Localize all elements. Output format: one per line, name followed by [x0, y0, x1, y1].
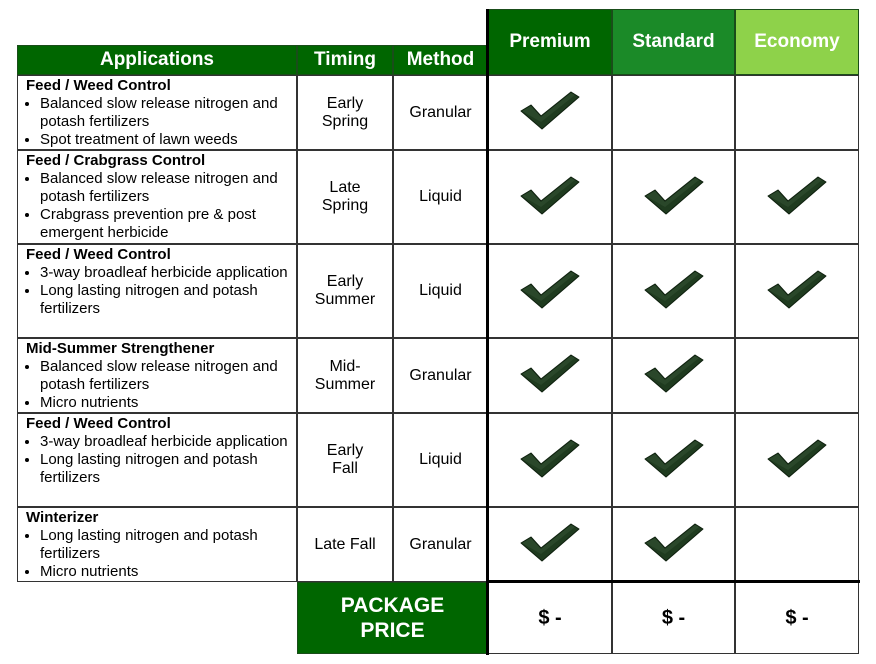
- application-item: • Balanced slow release nitrogen and potash fertilizers: [40, 95, 296, 131]
- application-title: Feed / Weed Control: [26, 246, 171, 263]
- plan-cell-economy: [735, 507, 859, 582]
- plan-header-standard: [612, 9, 735, 75]
- application-item: • Spot treatment of lawn weeds: [40, 131, 296, 149]
- timing-value: Mid-Summer: [314, 357, 376, 393]
- application-item: • Balanced slow release nitrogen and potash fertilizers: [40, 358, 296, 394]
- method-cell: [393, 75, 488, 150]
- application-cell: [17, 244, 297, 338]
- plan-cell-standard: [612, 150, 735, 244]
- plan-cell-premium: [488, 244, 612, 338]
- application-cell: [17, 150, 297, 244]
- timing-header: [297, 45, 393, 75]
- plan-cell-economy: [735, 150, 859, 244]
- timing-cell: [297, 244, 393, 338]
- application-item: • Micro nutrients: [40, 563, 296, 581]
- method-value: Granular: [409, 366, 472, 384]
- checkmark-icon: [519, 352, 581, 399]
- application-item: • Balanced slow release nitrogen and potash fertilizers: [40, 170, 296, 206]
- price-divider-horizontal: [486, 580, 860, 583]
- application-title: Feed / Weed Control: [26, 77, 171, 94]
- package-price-text: PACKAGE PRICE: [340, 594, 445, 642]
- checkmark-icon: [643, 437, 705, 484]
- timing-cell: [297, 413, 393, 507]
- application-title: Feed / Crabgrass Control: [26, 152, 206, 169]
- application-cell: [17, 413, 297, 507]
- timing-value: Early Spring: [321, 94, 369, 130]
- plan-cell-premium: [488, 413, 612, 507]
- plan-cell-premium: [488, 338, 612, 413]
- application-items: [18, 527, 296, 581]
- checkmark-icon: [643, 352, 705, 399]
- checkmark-icon: [519, 268, 581, 315]
- plan-cell-premium: [488, 507, 612, 582]
- method-header-label: Method: [406, 49, 475, 70]
- plan-label-premium: Premium: [509, 31, 591, 52]
- method-value: Granular: [409, 535, 472, 553]
- plan-cell-economy: [735, 338, 859, 413]
- application-cell: [17, 507, 297, 582]
- application-cell: [17, 338, 297, 413]
- price-premium: [488, 582, 612, 654]
- timing-cell: [297, 507, 393, 582]
- application-item: • 3-way broadleaf herbicide application: [40, 433, 296, 451]
- application-items: [18, 358, 296, 412]
- application-items: [18, 95, 296, 149]
- price-value-standard: $ -: [661, 606, 686, 629]
- plan-label-economy: Economy: [754, 31, 840, 52]
- plan-cell-economy: [735, 244, 859, 338]
- plan-cell-standard: [612, 338, 735, 413]
- plan-cell-standard: [612, 507, 735, 582]
- method-cell: [393, 244, 488, 338]
- price-standard: [612, 582, 735, 654]
- price-value-economy: $ -: [785, 606, 809, 629]
- checkmark-icon: [766, 174, 828, 221]
- plan-cell-premium: [488, 150, 612, 244]
- application-title: Mid-Summer Strengthener: [26, 340, 215, 357]
- application-item: • 3-way broadleaf herbicide application: [40, 264, 296, 282]
- checkmark-icon: [519, 437, 581, 484]
- plan-cell-standard: [612, 413, 735, 507]
- application-title: Feed / Weed Control: [26, 415, 171, 432]
- application-item: • Crabgrass prevention pre & post emergent herbicide: [40, 206, 296, 242]
- timing-cell: [297, 75, 393, 150]
- application-items: [18, 170, 296, 242]
- checkmark-icon: [643, 521, 705, 568]
- method-cell: [393, 338, 488, 413]
- application-title: Winterizer: [26, 509, 99, 526]
- application-items: [18, 264, 296, 318]
- checkmark-icon: [519, 174, 581, 221]
- plan-header-premium: [488, 9, 612, 75]
- method-cell: [393, 150, 488, 244]
- price-value-premium: $ -: [538, 606, 562, 629]
- application-cell: [17, 75, 297, 150]
- plan-cell-economy: [735, 75, 859, 150]
- application-item: • Long lasting nitrogen and potash fertilizers: [40, 527, 296, 563]
- timing-cell: [297, 338, 393, 413]
- application-item: • Long lasting nitrogen and potash fertilizers: [40, 451, 296, 487]
- timing-value: Early Summer: [314, 273, 376, 308]
- checkmark-icon: [519, 89, 581, 136]
- timing-value: Early Fall: [326, 442, 364, 477]
- method-value: Liquid: [419, 188, 462, 205]
- plan-cell-standard: [612, 244, 735, 338]
- timing-cell: [297, 150, 393, 244]
- application-item: • Long lasting nitrogen and potash fertilizers: [40, 282, 296, 318]
- checkmark-icon: [766, 437, 828, 484]
- method-value: Granular: [409, 103, 472, 121]
- package-price-label: [297, 582, 488, 654]
- plan-header-economy: [735, 9, 859, 75]
- timing-header-label: Timing: [314, 49, 376, 70]
- timing-value: Late Fall: [314, 535, 376, 553]
- timing-value: Late Spring: [321, 179, 369, 214]
- plan-cell-economy: [735, 413, 859, 507]
- method-cell: [393, 507, 488, 582]
- application-items: [18, 433, 296, 487]
- plan-cell-premium: [488, 75, 612, 150]
- checkmark-icon: [766, 268, 828, 315]
- method-header: [393, 45, 488, 75]
- application-item: • Micro nutrients: [40, 394, 296, 412]
- applications-header-label: Applications: [99, 49, 214, 70]
- method-value: Liquid: [419, 451, 462, 468]
- applications-header: [17, 45, 297, 75]
- method-cell: [393, 413, 488, 507]
- checkmark-icon: [643, 174, 705, 221]
- checkmark-icon: [519, 521, 581, 568]
- price-economy: [735, 582, 859, 654]
- plan-label-standard: Standard: [632, 31, 715, 52]
- plan-cell-standard: [612, 75, 735, 150]
- method-value: Liquid: [419, 282, 462, 299]
- checkmark-icon: [643, 268, 705, 315]
- plan-divider-vertical: [486, 9, 489, 655]
